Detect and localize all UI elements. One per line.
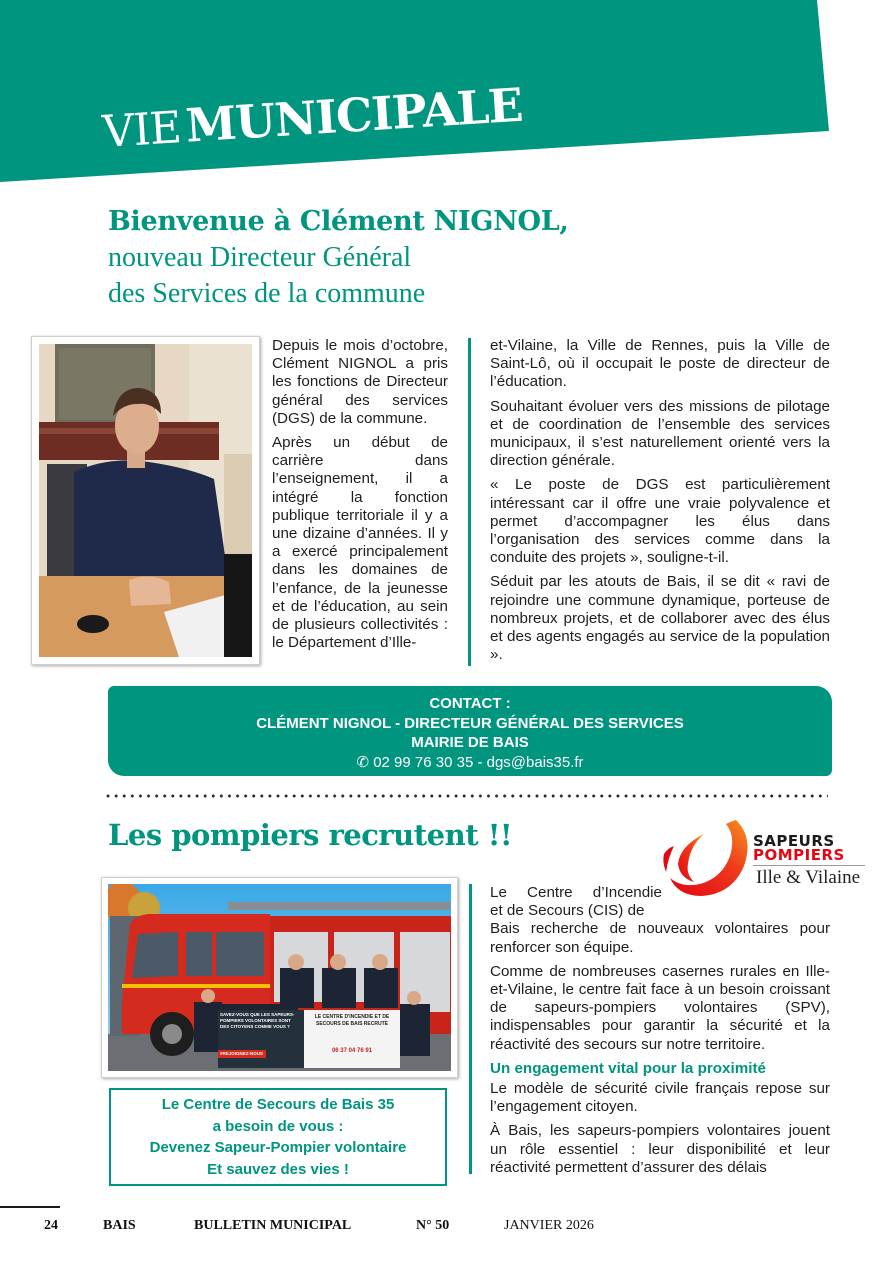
- logo-sapeurs: SAPEURS: [753, 832, 835, 850]
- headline-title: Bienvenue à Clément NIGNOL,: [108, 206, 569, 237]
- article1-paragraph: Séduit par les atouts de Bais, il se dit « ravi de rejoindre une commune dynamique, porteuse de nombreux projets, et de collaborer avec des élus et des agents engagés au service de la population ».: [490, 573, 830, 664]
- portrait-image: [39, 344, 252, 657]
- footer-rule: [0, 1206, 60, 1208]
- firefighters-photo: [101, 877, 458, 1078]
- article1-column-1: [272, 337, 448, 658]
- callout-line: Et sauvez des vies !: [207, 1160, 349, 1178]
- contact-name: CLÉMENT NIGNOL - DIRECTEUR GÉNÉRAL DES SERVICES: [256, 714, 684, 732]
- portrait-photo: [31, 336, 260, 665]
- fire-truck-illustration: [108, 884, 451, 1071]
- logo-pompiers: POMPIERS: [753, 846, 845, 864]
- callout-line: Devenez Sapeur-Pompier volontaire: [149, 1139, 407, 1156]
- article2-paragraph: Le modèle de sécurité civile français repose sur l’engagement citoyen.: [490, 1080, 830, 1116]
- footer-issue: N° 50: [416, 1218, 450, 1233]
- article2-paragraph: Bais recherche de nouveaux volontaires pour renforcer son équipe.: [490, 920, 830, 956]
- section-title-light: VIE: [100, 102, 183, 158]
- phone-icon: ✆: [356, 753, 370, 771]
- article1-paragraph: Souhaitant évoluer vers des missions de pilotage et de coordination de l’ensemble des services municipaux, il s’est naturellement orienté vers la direction générale.: [490, 397, 830, 470]
- headline-subtitle-2: des Services de la commune: [108, 278, 426, 309]
- article2-paragraph: À Bais, les sapeurs-pompiers volontaires jouent un rôle essentiel : leur disponibilité et leur réactivité permettent d’assurer des délais: [490, 1122, 830, 1176]
- logo-ille-vilaine: Ille & Vilaine: [756, 867, 861, 888]
- article1-column-2: [490, 337, 830, 670]
- logo-rule: [753, 865, 865, 866]
- contact-phone-email[interactable]: 02 99 76 30 35 - dgs@bais35.fr: [373, 753, 584, 771]
- page-number: 24: [44, 1218, 58, 1233]
- article1-paragraph: et-Vilaine, la Ville de Rennes, puis la Ville de Saint-Lô, où il occupait le poste de directeur de l’éducation.: [490, 337, 830, 391]
- intro-narrow-line: et de Secours (CIS) de: [490, 902, 645, 920]
- footer-date: JANVIER 2026: [504, 1218, 594, 1233]
- portrait-illustration: [39, 344, 252, 657]
- callout-line: Le Centre de Secours de Bais 35: [161, 1096, 395, 1113]
- footer-publication: BULLETIN MUNICIPAL: [194, 1218, 352, 1233]
- footer-town: BAIS: [103, 1218, 136, 1233]
- section-title-bold: MUNICIPALE: [184, 77, 524, 153]
- article1-paragraph: Depuis le mois d’octobre, Clément NIGNOL a pris les fonctions de Directeur général des services (DGS) de la commune.: [272, 337, 448, 427]
- column-divider: [469, 884, 472, 1174]
- article2-title: Les pompiers recrutent !!: [108, 818, 513, 852]
- banner-right-title: LE CENTRE D'INCENDIE ET DE SECOURS DE BAIS RECRUTE: [314, 1014, 390, 1027]
- article-headline: [108, 204, 569, 312]
- banner-hashtag: #REJOIGNEZ-NOUS: [220, 1051, 264, 1056]
- banner-left-text: SAVEZ-VOUS QUE LES SAPEURS-POMPIERS VOLONTAIRES SONT DES CITOYENS COMME VOUS ?: [220, 1012, 295, 1029]
- contact-label: CONTACT :: [429, 695, 511, 712]
- dotted-separator: [104, 794, 828, 798]
- section-banner: [0, 0, 892, 200]
- article1-paragraph: Après un début de carrière dans l’enseignement, il a intégré la fonction publique territoriale il y a une dizaine d’années. Il y a exercé principalement dans les domaines de l’enfance, de la jeunesse et de l’éducation, au sein de plusieurs collectivités : le Département d’Ille-: [272, 434, 448, 652]
- recruitment-callout: [109, 1088, 447, 1186]
- contact-box: [108, 686, 832, 776]
- contact-organization: MAIRIE DE BAIS: [411, 734, 529, 751]
- column-divider: [468, 338, 471, 666]
- callout-line: a besoin de vous :: [212, 1117, 344, 1135]
- banner-right-phone: 06 37 04 76 91: [331, 1048, 373, 1054]
- headline-subtitle-1: nouveau Directeur Général: [108, 242, 412, 273]
- article1-paragraph: « Le poste de DGS est particulièrement intéressant car il offre une vraie polyvalence et permet d’accompagner les élus dans l’organisation des services comme dans la conduite des projets », souligne-t-il.: [490, 476, 830, 567]
- firefighters-image: [108, 884, 451, 1071]
- contact-details: [108, 753, 832, 773]
- logo-text: [753, 834, 865, 888]
- article2-subheading: Un engagement vital pour la proximité: [490, 1059, 766, 1077]
- article2-column: [490, 884, 830, 1183]
- intro-narrow-line: Le Centre d’Incendie: [490, 884, 662, 901]
- article2-paragraph: Comme de nombreuses casernes rurales en Ille-et-Vilaine, le centre fait face à un besoin croissant de sapeurs-pompiers volontaires (SPV), indispensables pour garantir la sécurité et la réactivité des secours sur notre territoire.: [490, 962, 830, 1053]
